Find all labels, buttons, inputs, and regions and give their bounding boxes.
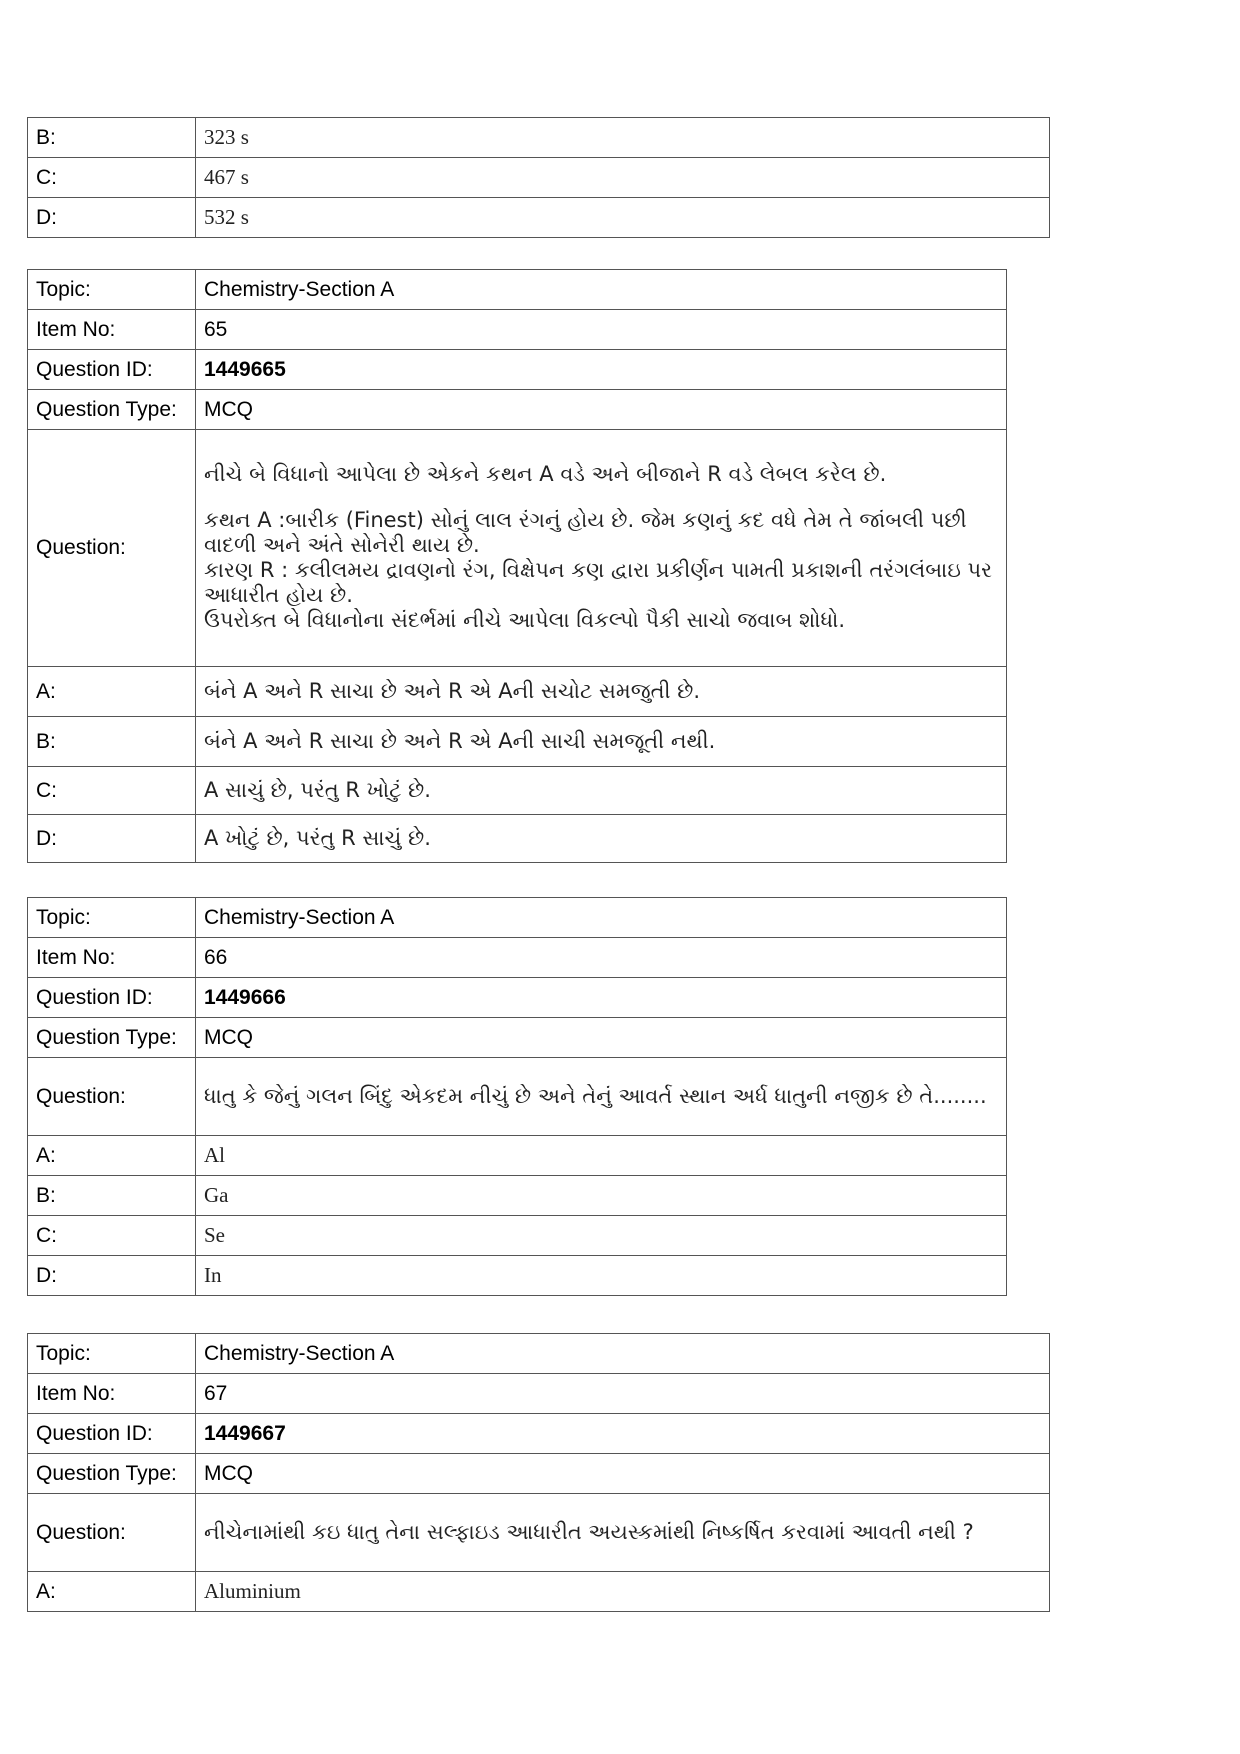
item-no-value: 66 — [196, 938, 1007, 978]
topic-value: Chemistry-Section A — [196, 898, 1007, 938]
option-label-c: C: — [28, 767, 196, 815]
question-line-1: નીચે બે વિધાનો આપેલા છે એકને કથન A વડે અને બીજાને R વડે લેબલ કરેલ છે. — [204, 462, 887, 487]
option-value-a: Aluminium — [196, 1572, 1050, 1612]
option-value-b: Ga — [196, 1176, 1007, 1216]
item-no-label: Item No: — [28, 1374, 196, 1414]
option-row-a — [28, 1136, 1007, 1176]
question-type-value: MCQ — [196, 1454, 1050, 1494]
question-label: Question: — [28, 1058, 196, 1136]
option-row-d — [28, 198, 1050, 238]
question-line-4: ઉપરોક્ત બે વિધાનોના સંદર્ભમાં નીચે આપેલા વિકલ્પો પૈકી સાચો જવાબ શોધો. — [204, 608, 846, 633]
option-row-d — [28, 815, 1007, 863]
question-line-3: કારણ R : કલીલમય દ્રાવણનો રંગ, વિક્ષેપન કણ દ્વારા પ્રકીર્ણન પામતી પ્રકાશની તરંગલંબાઇ પર આધારીત હોય છે. — [204, 558, 992, 608]
option-label-b: B: — [28, 1176, 196, 1216]
question-line-2: કથન A :બારીક (Finest) સોનું લાલ રંગનું હોય છે. જેમ કણનું કદ વધે તેમ તે જાંબલી પછી વાદળી અને અંતે સોનેરી થાય છે. — [204, 507, 967, 557]
option-value-c: 467 s — [196, 158, 1050, 198]
topic-row — [28, 898, 1007, 938]
question-label: Question: — [28, 1494, 196, 1572]
option-value-b: બંને A અને R સાચા છે અને R એ Aની સાચી સમજૂતી નથી. — [196, 717, 1007, 767]
option-label-b: B: — [28, 118, 196, 158]
option-row-b — [28, 717, 1007, 767]
question-id-value: 1449666 — [196, 978, 1007, 1018]
topic-label: Topic: — [28, 270, 196, 310]
option-value-c: A સાચું છે, પરંતુ R ખોટું છે. — [196, 767, 1007, 815]
option-value-a: બંને A અને R સાચા છે અને R એ Aની સચોટ સમજુતી છે. — [196, 667, 1007, 717]
option-label-a: A: — [28, 1136, 196, 1176]
option-value-d: 532 s — [196, 198, 1050, 238]
question-id-row — [28, 350, 1007, 390]
item-no-value: 65 — [196, 310, 1007, 350]
option-row-b — [28, 118, 1050, 158]
question-type-label: Question Type: — [28, 1018, 196, 1058]
question-label: Question: — [28, 430, 196, 667]
option-label-c: C: — [28, 158, 196, 198]
option-label-d: D: — [28, 1256, 196, 1296]
option-label-d: D: — [28, 198, 196, 238]
question-65-table — [27, 269, 1007, 863]
question-id-row — [28, 1414, 1050, 1454]
question-type-row — [28, 1018, 1007, 1058]
option-row-b — [28, 1176, 1007, 1216]
question-text — [196, 430, 1007, 667]
question-text: નીચેનામાંથી કઇ ધાતુ તેના સલ્ફાઇડ આધારીત અયસ્કમાંથી નિષ્કર્ષિત કરવામાં આવતી નથી ? — [196, 1494, 1050, 1572]
question-id-label: Question ID: — [28, 1414, 196, 1454]
question-row — [28, 1058, 1007, 1136]
question-id-label: Question ID: — [28, 978, 196, 1018]
option-label-a: A: — [28, 667, 196, 717]
option-value-c: Se — [196, 1216, 1007, 1256]
question-type-row — [28, 1454, 1050, 1494]
item-no-row — [28, 1374, 1050, 1414]
item-no-row — [28, 938, 1007, 978]
question-67-table — [27, 1333, 1050, 1612]
topic-label: Topic: — [28, 1334, 196, 1374]
option-value-d: A ખોટું છે, પરંતુ R સાચું છે. — [196, 815, 1007, 863]
topic-value: Chemistry-Section A — [196, 1334, 1050, 1374]
question-type-value: MCQ — [196, 1018, 1007, 1058]
question-type-value: MCQ — [196, 390, 1007, 430]
question-type-row — [28, 390, 1007, 430]
option-row-a — [28, 667, 1007, 717]
prev-question-options-table — [27, 117, 1050, 238]
option-value-d: In — [196, 1256, 1007, 1296]
option-label-c: C: — [28, 1216, 196, 1256]
question-id-label: Question ID: — [28, 350, 196, 390]
topic-row — [28, 270, 1007, 310]
option-label-b: B: — [28, 717, 196, 767]
option-value-b: 323 s — [196, 118, 1050, 158]
question-66-table — [27, 897, 1007, 1296]
question-id-row — [28, 978, 1007, 1018]
item-no-row — [28, 310, 1007, 350]
topic-label: Topic: — [28, 898, 196, 938]
item-no-label: Item No: — [28, 310, 196, 350]
question-row — [28, 1494, 1050, 1572]
option-row-d — [28, 1256, 1007, 1296]
option-row-a — [28, 1572, 1050, 1612]
option-label-d: D: — [28, 815, 196, 863]
option-row-c — [28, 158, 1050, 198]
question-id-value: 1449667 — [196, 1414, 1050, 1454]
item-no-label: Item No: — [28, 938, 196, 978]
question-id-value: 1449665 — [196, 350, 1007, 390]
question-type-label: Question Type: — [28, 390, 196, 430]
option-value-a: Al — [196, 1136, 1007, 1176]
option-row-c — [28, 1216, 1007, 1256]
question-text: ધાતુ કે જેનું ગલન બિંદુ એકદમ નીચું છે અને તેનું આવર્ત સ્થાન અર્ધ ધાતુની નજીક છે તે........ — [196, 1058, 1007, 1136]
question-type-label: Question Type: — [28, 1454, 196, 1494]
option-label-a: A: — [28, 1572, 196, 1612]
question-row — [28, 430, 1007, 667]
topic-value: Chemistry-Section A — [196, 270, 1007, 310]
topic-row — [28, 1334, 1050, 1374]
option-row-c — [28, 767, 1007, 815]
item-no-value: 67 — [196, 1374, 1050, 1414]
